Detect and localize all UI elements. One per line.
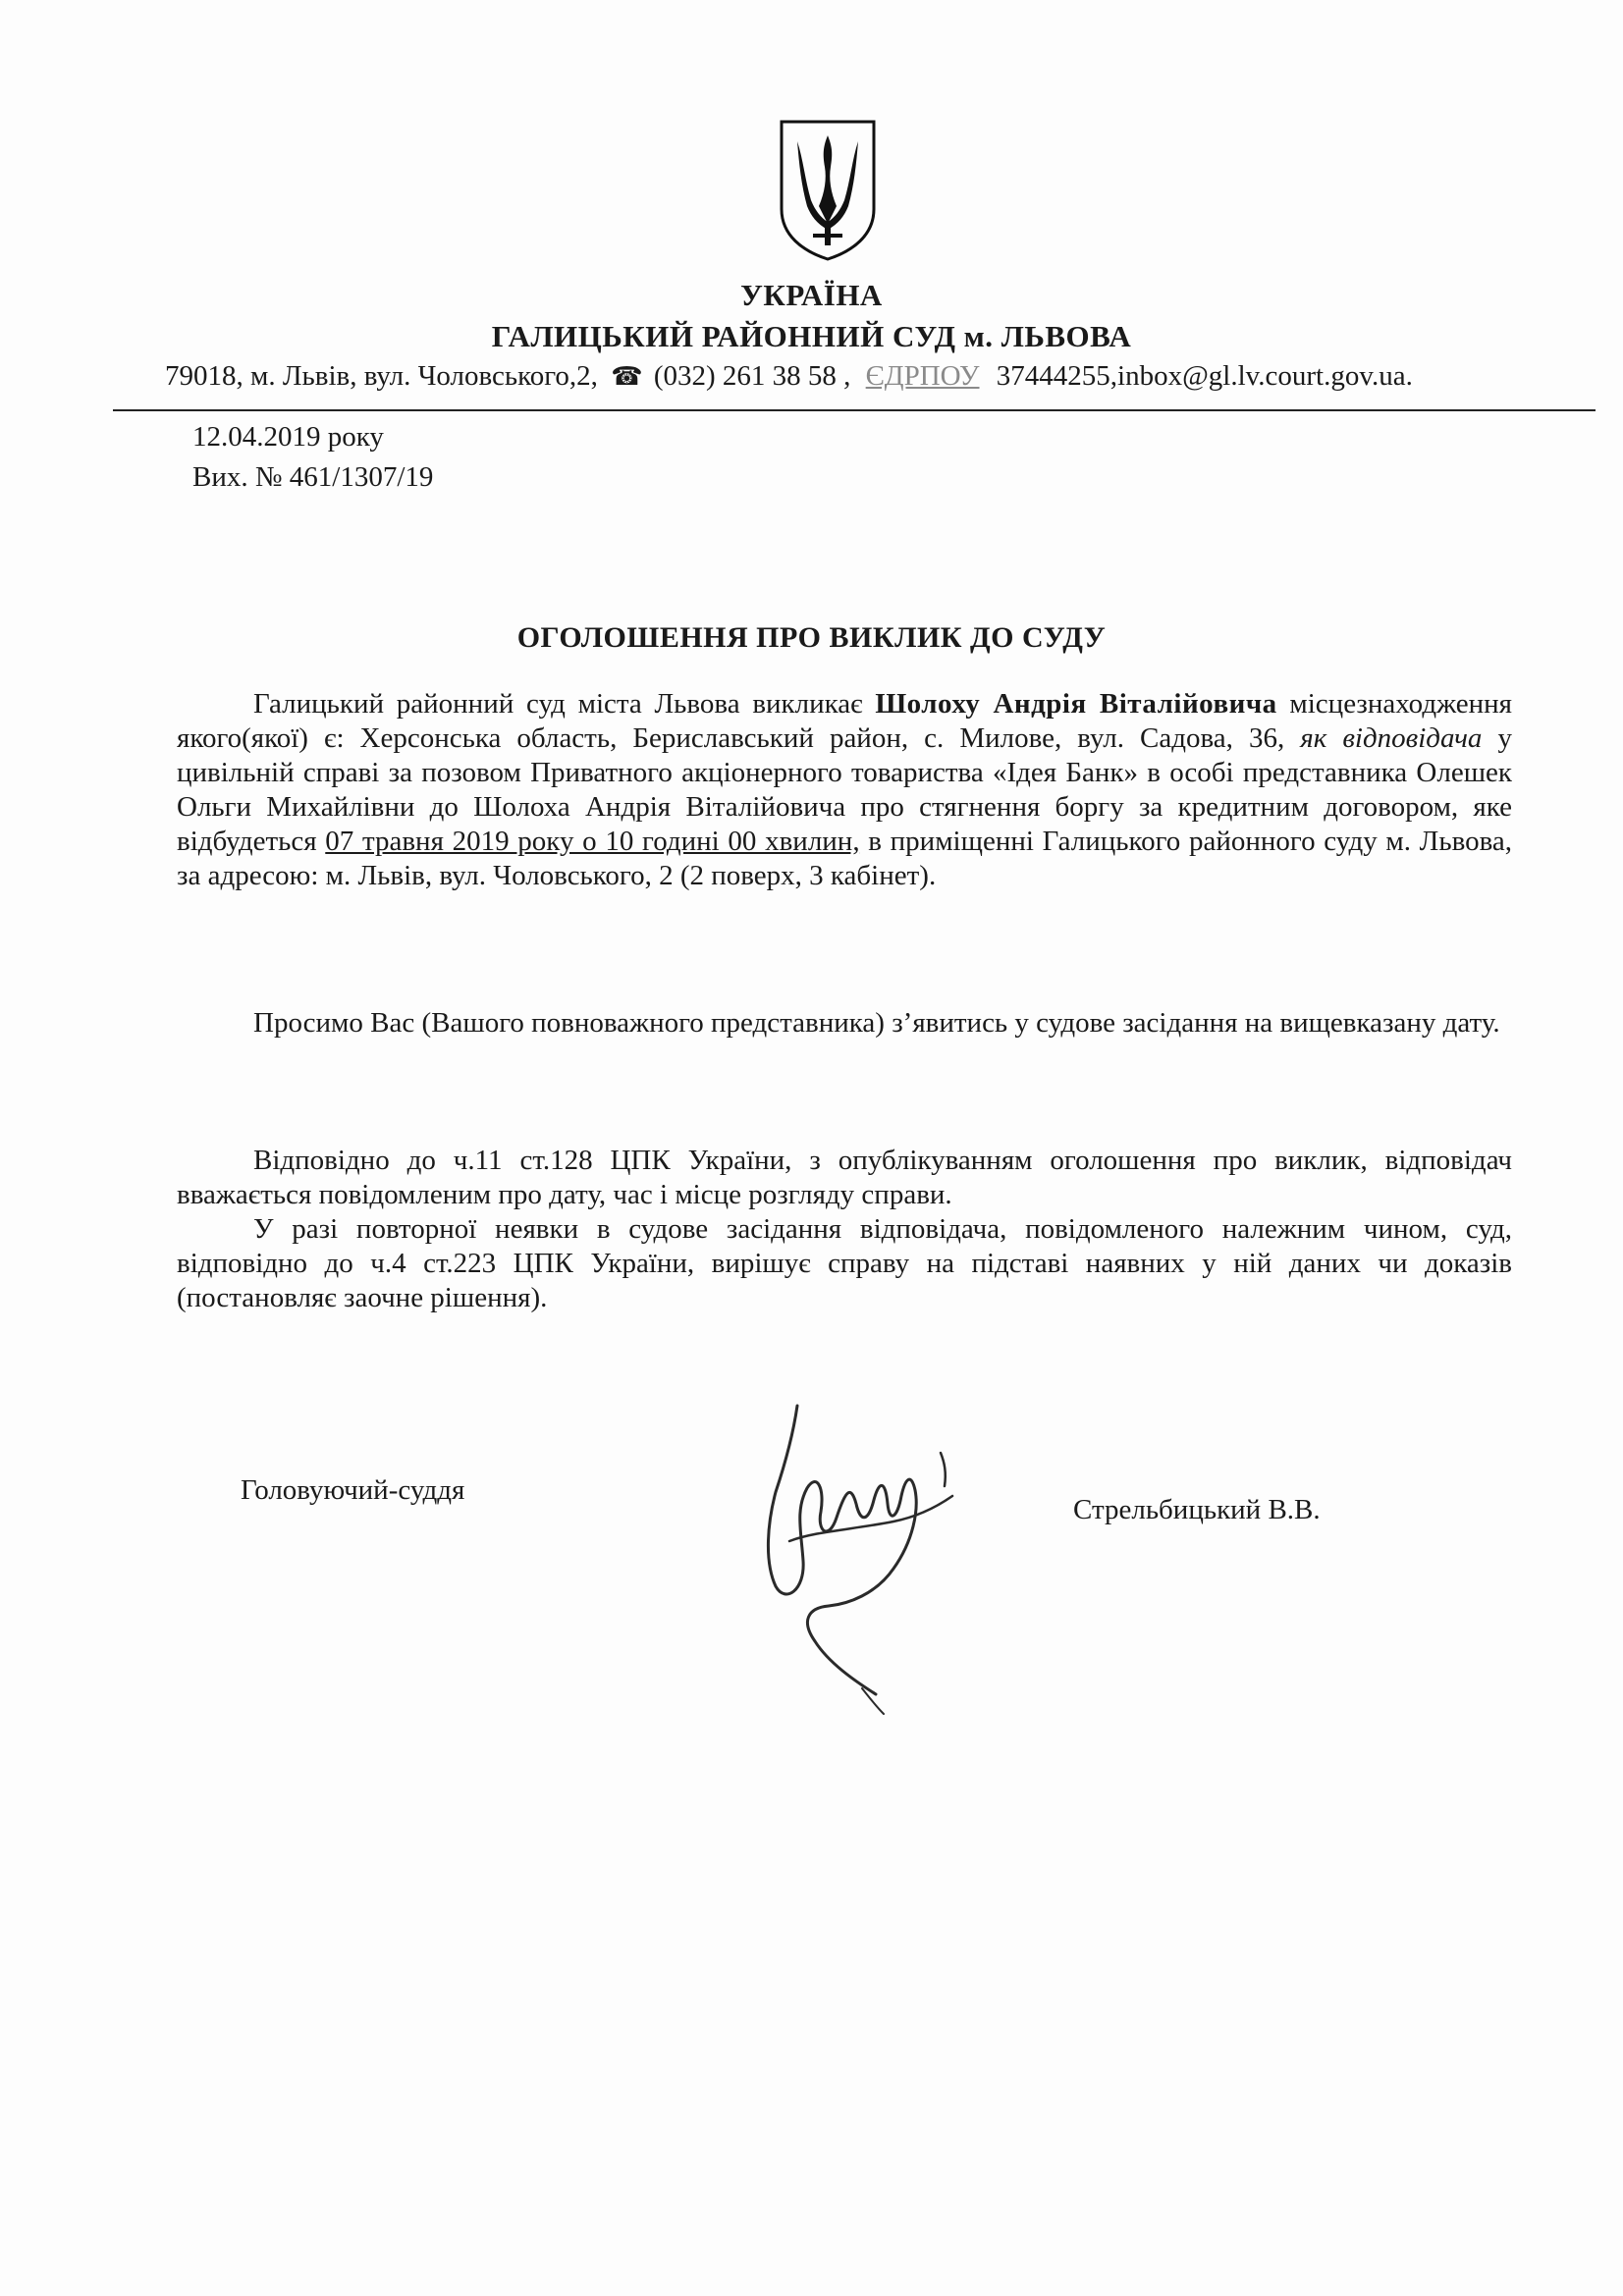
p1-text-c: у цивільній справі за позовом Приватного акціонерного товариства «Ідея Банк» в особі представника Олешек Ольги Михайлівни до Шолоха Андрія Віталійовича про стягнення боргу за кредитним договором, яке відбудеться — [177, 722, 1512, 857]
edrpou-label: ЄДРПОУ — [865, 360, 980, 392]
hearing-datetime: 07 травня 2019 року о 10 годині 00 хвилин, — [325, 826, 860, 857]
outgoing-number: Вих. № 461/1307/19 — [192, 461, 434, 493]
defendant-role: як відповідача — [1300, 722, 1483, 754]
document-title: ОГОЛОШЕННЯ ПРО ВИКЛИК ДО СУДУ — [516, 621, 1107, 654]
defendant-name: Шолоху Андрія Віталійовича — [875, 688, 1277, 720]
p1-text-a: Галицький районний суд міста Львова викликає — [253, 688, 876, 720]
court-phone: (032) 261 38 58 , — [653, 360, 851, 392]
country-heading: УКРАЇНА — [740, 278, 883, 312]
summons-paragraph — [177, 687, 1512, 893]
p1-text-d: в приміщенні Галицького районного суду м. Львова, за адресою: м. Львів, вул. Чоловського, 2 (2 поверх, 3 кабінет). — [177, 826, 1513, 891]
court-name-heading: ГАЛИЦЬКИЙ РАЙОННИЙ СУД м. ЛЬВОВА — [491, 319, 1132, 353]
notice-paragraph: Відповідно до ч.11 ст.128 ЦПК України, з опублікуванням оголошення про виклик, відповідач вважається повідомленим про дату, час і місце розгляду справи. — [177, 1145, 1512, 1210]
judge-role: Головуючий-суддя — [241, 1474, 465, 1506]
court-contact-line — [165, 360, 1569, 393]
document-date: 12.04.2019 року — [192, 421, 384, 453]
handwritten-signature — [746, 1394, 982, 1718]
request-paragraph: Просимо Вас (Вашого повноважного представника) з’явитись у судове засідання на вищевказану дату. — [253, 1007, 1500, 1039]
telephone-icon: ☎ — [611, 362, 643, 391]
header-divider — [113, 409, 1596, 411]
default-judgment-paragraph: У разі повторної неявки в судове засідання відповідача, повідомленого належним чином, суд, відповідно до ч.4 ст.223 ЦПК України, вирішує справу на підставі наявних у ній даних чи доказів (постановляє заочне рішення). — [177, 1213, 1512, 1313]
edrpou-and-email: 37444255,inbox@gl.lv.court.gov.ua. — [996, 360, 1413, 392]
court-address: 79018, м. Львів, вул. Чоловського,2, — [165, 360, 598, 392]
p1-text-b: місцезнаходження якого(якої) є: Херсонська область, Бериславський район, с. Милове, вул. Садова, 36, — [177, 688, 1512, 754]
judge-name: Стрельбицький В.В. — [1073, 1494, 1321, 1525]
tryzub-coat-of-arms-icon — [774, 116, 882, 263]
